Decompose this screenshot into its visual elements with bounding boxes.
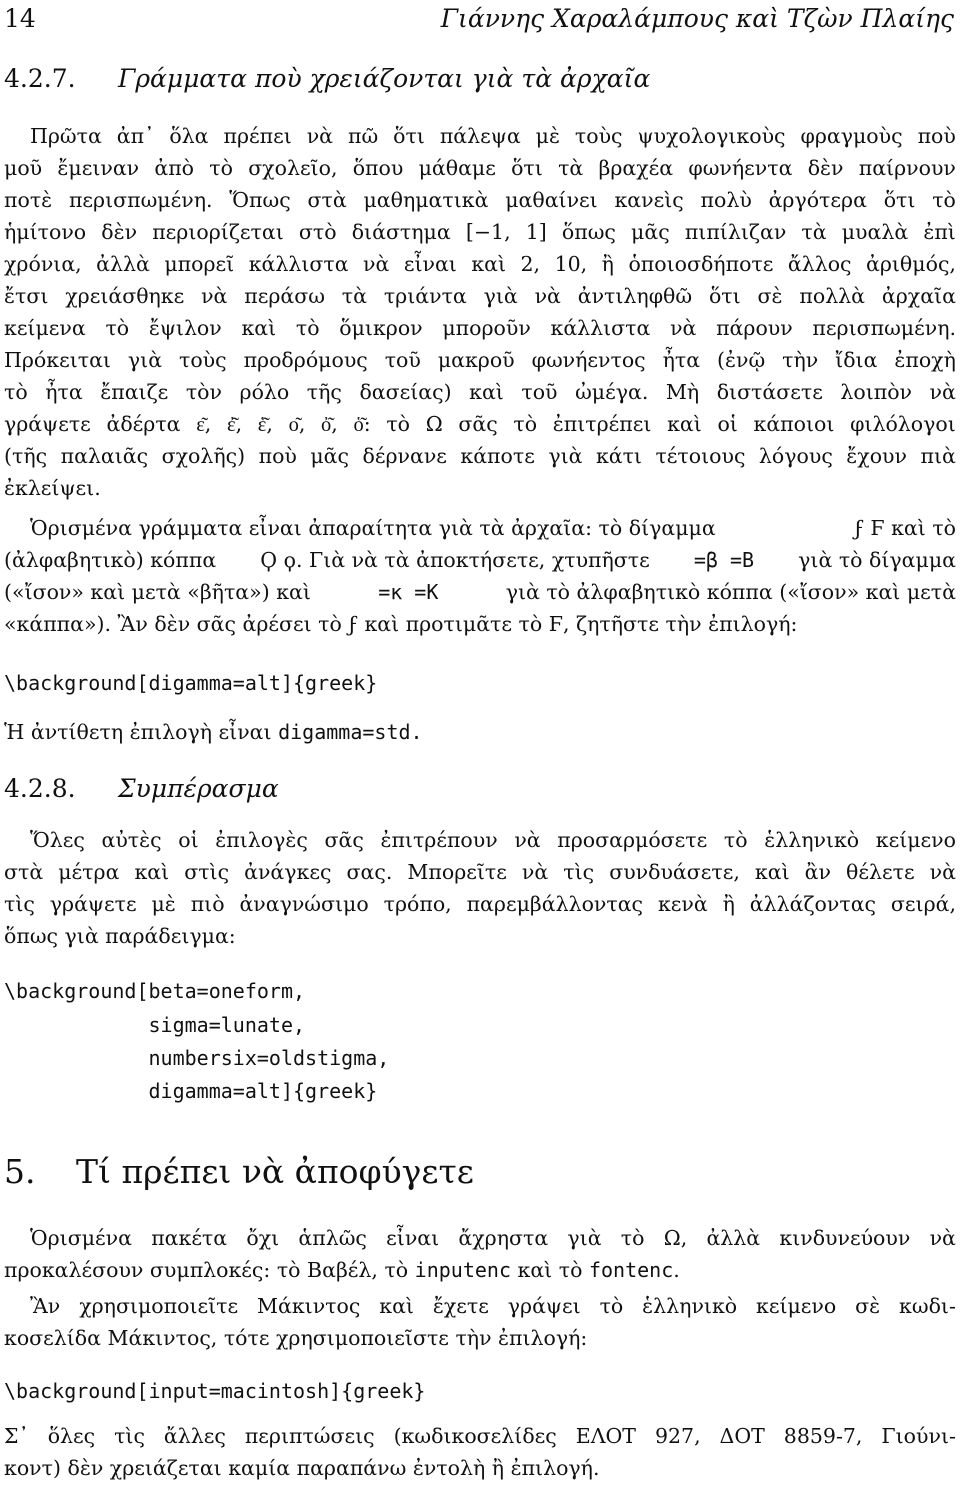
paragraph-line: κοντ) δὲν χρειάζεται καμία παραπάνω ἐντολὴ ἢ ἐπιλογή. <box>4 1456 600 1480</box>
word: νὰ <box>521 860 549 884</box>
word: τὸ <box>209 156 233 180</box>
word: ἁπλῶς <box>298 1226 367 1250</box>
word: κάποιοι <box>753 412 835 436</box>
word: πιὰ <box>920 444 956 468</box>
page-number: 14 <box>4 4 36 33</box>
word: σχολεῖο, <box>248 156 338 180</box>
paragraph-line: ὅπως γιὰ παράδειγμα: <box>4 924 236 948</box>
word: προσαρμόσετε <box>557 828 708 852</box>
word: ε͂, <box>196 412 212 436</box>
word: ὅτι <box>393 124 425 148</box>
word: τὸ <box>105 316 130 340</box>
word: γράψετε <box>4 412 91 436</box>
word: τὸ <box>295 316 320 340</box>
word: ψυχολογικοὺς <box>637 124 786 148</box>
word: 10, <box>554 252 588 276</box>
word: Πρόκειται <box>4 348 111 372</box>
word: κείμενα <box>4 316 86 340</box>
word: καὶ <box>134 860 170 884</box>
word: λόγους <box>758 444 833 468</box>
word: ὅτι <box>511 156 543 180</box>
paragraph-line: προκαλέσουν συμπλοκές: τὸ Βαβέλ, τὸ inputenc καὶ τὸ fontenc. <box>4 1258 680 1282</box>
word: νὰ <box>306 124 334 148</box>
word: ἀναγνώσιμο <box>239 892 369 916</box>
word: Μπορεῖτε <box>407 860 507 884</box>
inline-code: =β =B <box>693 548 755 572</box>
paragraph-line <box>30 1226 956 1250</box>
word: γιὰ <box>567 1226 602 1250</box>
paragraph-line <box>4 1424 956 1448</box>
word: ἢ <box>601 252 614 276</box>
word: κάλλιστα <box>550 316 651 340</box>
word: μὲ <box>535 124 560 148</box>
paragraph-line: (ἀλφαβητικὸ) κόππα Ϙ ϙ. Γιὰ νὰ τὰ ἀποκτήσετε, χτυπῆστε =β =B γιὰ τὸ δίγαμμα <box>4 548 956 572</box>
word: ποὺ <box>917 124 956 148</box>
word: ὄχι <box>246 1226 280 1250</box>
word: λοιπὸν <box>840 380 913 404</box>
word: Ὅπως <box>229 188 291 212</box>
paragraph-line: Ἡ ἀντίθετη ἐπιλογὴ εἶναι digamma=std. <box>4 720 423 744</box>
code-block: \background[digamma=alt]{greek} <box>4 671 378 695</box>
word: δέρνανε <box>362 444 447 468</box>
inline-code: inputenc <box>414 1258 511 1282</box>
word: τέτοιους <box>655 444 746 468</box>
running-title: Γιάννης Χαραλάμπους καὶ Τζὼν Πλαίης <box>440 4 954 33</box>
word: τὰ <box>341 284 367 308</box>
word: τὸ <box>932 188 956 212</box>
word: καὶ <box>241 316 277 340</box>
word: τὶς <box>114 1424 145 1448</box>
code-line: digamma=alt]{greek} <box>4 1079 378 1103</box>
word: διάστημα <box>351 220 451 244</box>
word: καὶ <box>667 412 702 436</box>
word: μάθαμε <box>418 156 496 180</box>
paragraph-line <box>4 444 956 468</box>
paragraph-line <box>4 348 956 372</box>
paragraph-line <box>4 892 956 916</box>
word: μπορεῖ <box>164 252 235 276</box>
word: ἢ <box>722 892 735 916</box>
word: σὲ <box>855 1294 881 1318</box>
word: ἀλλάζοντας <box>749 892 877 916</box>
word: ὠμέγα. <box>575 380 649 404</box>
word: πῶ <box>347 124 379 148</box>
word: ὅμικρον <box>339 316 423 340</box>
word: πάρουν <box>716 316 793 340</box>
paragraph-line <box>30 124 956 148</box>
word: ὅτι <box>883 188 916 212</box>
word: φραγμοὺς <box>800 124 903 148</box>
word: Ἂν <box>30 1294 61 1318</box>
section-4-2-7-title: Γράμματα ποὺ χρειάζονται γιὰ τὰ ἀρχαῖα <box>118 64 651 93</box>
word: τοὺς <box>178 348 227 372</box>
inline-code: =κ =K <box>378 580 439 604</box>
word: στὰ <box>307 188 347 212</box>
word: στὶς <box>184 860 230 884</box>
word: ἂν <box>804 860 831 884</box>
word: ὅτι <box>708 284 741 308</box>
word: ἀλλὰ <box>706 1226 761 1250</box>
word: ἀπ᾿ <box>116 124 155 148</box>
word: μᾶς <box>631 220 670 244</box>
word: ἑ͂, <box>257 412 273 436</box>
word: Πρῶτα <box>30 124 102 148</box>
word: ὅπως <box>561 220 616 244</box>
word: ἀριθμός, <box>866 252 956 276</box>
word: ἡμίτονο <box>4 220 87 244</box>
word: Ω <box>425 412 443 436</box>
word: τὸ <box>723 828 748 852</box>
word: 1] <box>525 220 547 244</box>
word: ἀργότερα <box>768 188 867 212</box>
word: ἀρχαῖα <box>881 284 956 308</box>
word: ἐπιτρέπει <box>552 412 652 436</box>
word: μὲ <box>151 892 176 916</box>
word: ἀλλὰ <box>96 252 150 276</box>
word: Γιούνι- <box>881 1424 956 1448</box>
word: κείμενο <box>875 828 956 852</box>
word: μᾶς <box>310 444 350 468</box>
word: διστάσετε <box>716 380 823 404</box>
paragraph-line <box>4 252 956 276</box>
word: πιὸ <box>190 892 225 916</box>
word: ὅπου <box>352 156 404 180</box>
word: ἑλληνικὸ <box>642 1294 738 1318</box>
word: δὲν <box>101 220 138 244</box>
word: περιορίζεται <box>152 220 284 244</box>
word: γιὰ <box>548 444 583 468</box>
word: εἶναι <box>403 252 457 276</box>
word: (ἐνῷ <box>717 348 766 372</box>
word: 8859-7, <box>783 1424 863 1448</box>
word: περιπτώσεις <box>244 1424 375 1448</box>
word: στὰ <box>4 860 44 884</box>
word: χρησιμοποιεῖτε <box>79 1294 239 1318</box>
word: τὸ <box>513 412 538 436</box>
word: Ὁρισμένα <box>30 1226 132 1250</box>
word: ὅλες <box>47 1424 96 1448</box>
word: ἦτα <box>45 380 83 404</box>
word: ἐπιτρέπουν <box>380 828 498 852</box>
word: ἀπὸ <box>154 156 195 180</box>
word: τριάντα <box>383 284 467 308</box>
word: ἐπὶ <box>923 220 956 244</box>
word: μαθηματικὰ <box>363 188 489 212</box>
word: 927, <box>654 1424 701 1448</box>
word: ἀντιληφθῶ <box>577 284 693 308</box>
word: πιπίλιζαν <box>684 220 787 244</box>
word: παίρνουν <box>858 156 956 180</box>
word: σχολῆς) <box>161 444 246 468</box>
word: ὀ͂, <box>321 412 338 436</box>
word: τὶς <box>4 892 35 916</box>
word: περισπωμένη. <box>68 188 213 212</box>
word: νὰ <box>929 380 956 404</box>
section-4-2-8-number: 4.2.8. <box>4 774 76 803</box>
word: 2, <box>520 252 541 276</box>
word: τοὺς <box>574 124 623 148</box>
word: κάποτε <box>460 444 535 468</box>
paragraph-line <box>4 380 956 404</box>
word: ο͂, <box>288 412 306 436</box>
word: πακέτα <box>151 1226 228 1250</box>
word: βραχέα <box>598 156 674 180</box>
word: Ω, <box>663 1226 688 1250</box>
word: χρόνια, <box>4 252 82 276</box>
word: εἶναι <box>386 1226 440 1250</box>
paragraph-line: ἐκλείψει. <box>4 476 101 500</box>
word: ἄχρηστα <box>458 1226 549 1250</box>
word: νὰ <box>201 284 228 308</box>
word: παρεμβάλλοντας <box>466 892 644 916</box>
code-block: \background[input=macintosh]{greek} <box>4 1379 426 1403</box>
word: τὶς <box>563 860 595 884</box>
word: ὁ͂: <box>353 412 371 436</box>
word: κανεὶς <box>614 188 684 212</box>
word: πρέπει <box>223 124 292 148</box>
paragraph-line <box>4 284 956 308</box>
digamma-glyphs: ϝ Ϝ καὶ τὸ <box>854 516 956 540</box>
paragraph-line <box>4 860 956 884</box>
paragraph-line <box>30 828 956 852</box>
word: ρόλο <box>239 380 290 404</box>
word: γράψει <box>507 1294 581 1318</box>
word: καὶ <box>379 1294 414 1318</box>
word: τὸ <box>386 412 411 436</box>
word: τοῦ <box>521 380 558 404</box>
inline-code: digamma=std. <box>278 720 423 744</box>
paragraph-line <box>30 1294 956 1318</box>
code-line: numbersix=oldstigma, <box>4 1046 390 1070</box>
word: τὰ <box>801 220 827 244</box>
section-4-2-7-number: 4.2.7. <box>4 64 76 93</box>
word: κείμενο <box>756 1294 837 1318</box>
section-5-number: 5. <box>4 1152 36 1191</box>
word: δὲν <box>807 156 844 180</box>
paragraph-line <box>4 188 956 212</box>
word: τοῦ <box>384 348 421 372</box>
word: νὰ <box>929 1226 956 1250</box>
word: νὰ <box>929 860 956 884</box>
word: αὐτὲς <box>101 828 162 852</box>
word: περισπωμένη. <box>812 316 956 340</box>
word: Σ᾿ <box>4 1424 29 1448</box>
word: γιὰ <box>127 348 163 372</box>
word: τὸ <box>620 1226 645 1250</box>
word: τὴν <box>782 348 819 372</box>
word: Μάκιντος <box>257 1294 361 1318</box>
word: ΔΟΤ <box>719 1424 765 1448</box>
word: μοῦ <box>4 156 43 180</box>
word: οἱ <box>717 412 738 436</box>
word: νὰ <box>514 828 541 852</box>
word: ἔτσι <box>4 284 49 308</box>
word: ἑλληνικὸ <box>764 828 860 852</box>
word: ἀδέρτα <box>106 412 181 436</box>
word: ἔχουν <box>846 444 907 468</box>
word: τρόπο, <box>383 892 452 916</box>
word: δασείας) <box>359 380 452 404</box>
word: νὰ <box>534 284 561 308</box>
word: φωνήεντος <box>531 348 646 372</box>
word: ΕΛΟΤ <box>575 1424 636 1448</box>
word: πολλὰ <box>799 284 866 308</box>
paragraph-line <box>4 316 956 340</box>
paragraph-line: Ὁρισμένα γράμματα εἶναι ἀπαραίτητα γιὰ τὰ ἀρχαῖα: τὸ δίγαμμα ϝ Ϝ καὶ τὸ <box>30 516 956 540</box>
word: ἔμειναν <box>57 156 140 180</box>
word: προδρόμους <box>243 348 368 372</box>
word: νὰ <box>363 252 390 276</box>
word: Μὴ <box>665 380 700 404</box>
word: ἐπιλογὲς <box>215 828 308 852</box>
word: μαθαίνει <box>505 188 598 212</box>
word: χρειάσθηκε <box>65 284 185 308</box>
digamma-glyph: Ϝ <box>548 612 563 636</box>
word: (τῆς <box>4 444 48 468</box>
word: ἐποχὴ <box>894 348 956 372</box>
word: συνδυάσετε, <box>609 860 740 884</box>
code-line: sigma=lunate, <box>4 1013 306 1037</box>
word: ἦτα <box>662 348 701 372</box>
code-line: \background[beta=oneform, <box>4 979 306 1003</box>
word: οἱ <box>178 828 199 852</box>
word: ποὺ <box>258 444 297 468</box>
paragraph-line <box>4 156 956 180</box>
word: (κωδικοσελίδες <box>393 1424 557 1448</box>
word: ἀνάγκες <box>244 860 332 884</box>
word: περάσω <box>244 284 325 308</box>
word: ὁποιοσδήποτε <box>628 252 774 276</box>
word: ἔπαιζε <box>100 380 169 404</box>
word: κωδι- <box>899 1294 956 1318</box>
koppa-glyphs: Ϙ ϙ <box>260 548 296 572</box>
paragraph-line: κοσελίδα Μάκιντος, τότε χρησιμοποιεῖστε τὴν ἐπιλογή: <box>4 1326 588 1350</box>
word: παλαιᾶς <box>60 444 149 468</box>
paragraph-line: («ἴσον» καὶ μετὰ «βῆτα») καὶ =κ =K γιὰ τὸ ἀλφαβητικὸ κόππα («ἴσον» καὶ μετὰ <box>4 580 956 604</box>
word: ἔψιλον <box>148 316 222 340</box>
word: μακροῦ <box>437 348 515 372</box>
word: γράψετε <box>49 892 137 916</box>
word: ἄλλες <box>163 1424 226 1448</box>
word: γιὰ <box>483 284 518 308</box>
paragraph-line: «κάππα»). Ἂν δὲν σᾶς ἀρέσει τὸ ϝ καὶ προτιμᾶτε τὸ Ϝ, ζητῆστε τὴν ἐπιλογή: <box>4 612 798 636</box>
section-4-2-8-title: Συμπέρασμα <box>118 774 279 803</box>
word: κενὰ <box>657 892 708 916</box>
word: πολὺ <box>700 188 752 212</box>
word: τὸ <box>599 1294 624 1318</box>
digamma-glyph: ϝ <box>348 612 358 636</box>
word: τῆς <box>306 380 342 404</box>
word: ἴδια <box>835 348 878 372</box>
inline-code: fontenc <box>588 1258 674 1282</box>
word: τὸ <box>4 380 28 404</box>
word: καὶ <box>469 380 504 404</box>
word: ἔχετε <box>432 1294 489 1318</box>
word: καὶ <box>471 252 507 276</box>
word: σὲ <box>757 284 783 308</box>
word: τὰ <box>558 156 584 180</box>
word: φιλόλογοι <box>850 412 956 436</box>
word: ὅλα <box>169 124 209 148</box>
word: μέτρα <box>58 860 120 884</box>
word: κινδυνεύουν <box>779 1226 911 1250</box>
word: νὰ <box>670 316 697 340</box>
word: φωνήεντα <box>688 156 793 180</box>
paragraph-line <box>4 412 956 437</box>
word: κάτι <box>595 444 642 468</box>
word: μυαλὰ <box>841 220 909 244</box>
word: στὸ <box>298 220 337 244</box>
paragraph-line <box>4 220 956 244</box>
word: ποτὲ <box>4 188 53 212</box>
word: τὸν <box>185 380 222 404</box>
word: σειρά, <box>890 892 956 916</box>
word: πάλεψα <box>439 124 521 148</box>
word: θέλετε <box>846 860 915 884</box>
section-5-title: Τί πρέπει νὰ ἀποφύγετε <box>76 1152 474 1191</box>
word: καὶ <box>754 860 790 884</box>
word: σας. <box>346 860 393 884</box>
word: ἄλλος <box>787 252 852 276</box>
word: σᾶς <box>324 828 364 852</box>
word: σᾶς <box>458 412 498 436</box>
word: Ὅλες <box>30 828 85 852</box>
word: κάλλιστα <box>248 252 349 276</box>
word: ἐ͂, <box>227 412 243 436</box>
word: [−1, <box>465 220 511 244</box>
word: μποροῦν <box>442 316 531 340</box>
